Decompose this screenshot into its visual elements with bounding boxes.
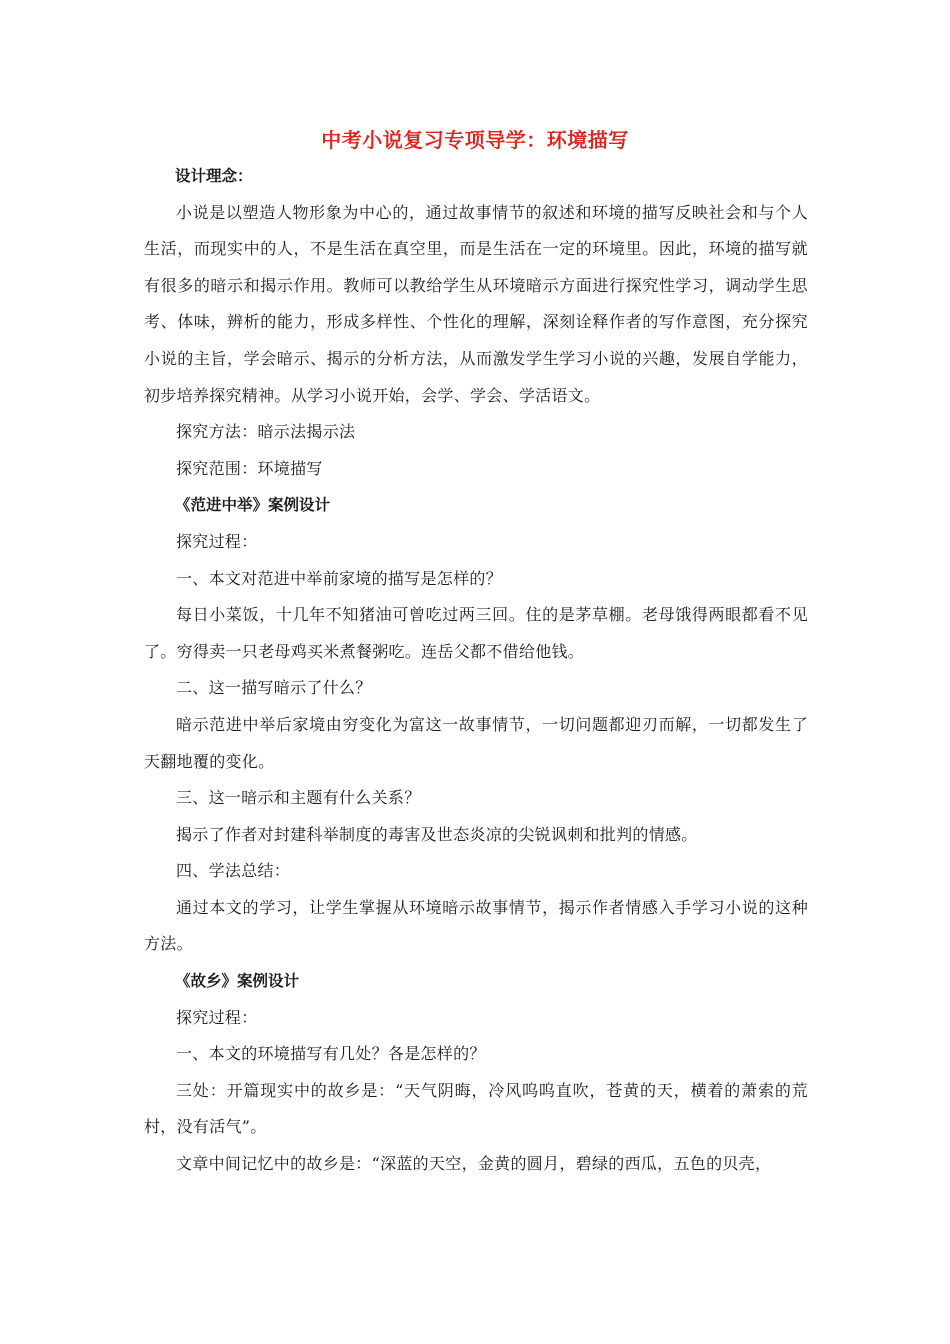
document-body [144, 158, 808, 1183]
case1-question-4: 四、学法总结： [176, 861, 291, 881]
case1-question-2: 二、这一描写暗示了什么？ [176, 678, 372, 698]
case1-process-label: 探究过程： [176, 531, 258, 551]
case2-question-1: 一、本文的环境描写有几处？各是怎样的？ [176, 1044, 486, 1064]
case2-process-label: 探究过程： [176, 1007, 258, 1027]
case1-answer-1: 每日小菜饭，十几年不知猪油可曾吃过两三回。住的是茅草棚。老母饿得两眼都看不见了。穷得卖一只老母鸡买米煮餐粥吃。连岳父都不借给他钱。 [144, 605, 808, 661]
case2-answer-2: 文章中间记忆中的故乡是：“深蓝的天空，金黄的圆月，碧绿的西瓜，五色的贝壳， [176, 1154, 772, 1174]
case2-answer-1: 三处：开篇现实中的故乡是：“天气阴晦，冷风呜呜直吹，苍黄的天，横着的萧索的荒村，没有活气”。 [144, 1080, 808, 1137]
section-heading-case1: 《范进中举》案例设计 [175, 496, 331, 515]
paragraph-method: 探究方法：暗示法揭示法 [176, 422, 356, 442]
paragraph-design-concept: 小说是以塑造人物形象为中心的，通过故事情节的叙述和环境的描写反映社会和与个人生活，而现实中的人，不是生活在真空里，而是生活在一定的环境里。因此，环境的描写就有很多的暗示和揭示作用。教师可以教给学生从环境暗示方面进行探究性学习，调动学生思考、体味，辨析的能力，形成多样性、个性化的理解，深刻诠释作者的写作意图，充分探究小说的主旨，学会暗示、揭示的分析方法，从而激发学生学习小说的兴趣，发展自学能力，初步培养探究精神。从学习小说开始，会学、学会、学活语文。 [144, 202, 808, 405]
paragraph-scope: 探究范围：环境描写 [176, 458, 323, 478]
case1-answer-2: 暗示范进中举后家境由穷变化为富这一故事情节，一切问题都迎刃而解，一切都发生了天翻地覆的变化。 [144, 714, 808, 771]
case1-answer-3: 揭示了作者对封建科举制度的毒害及世态炎凉的尖锐讽刺和批判的情感。 [176, 824, 698, 844]
document-title: 中考小说复习专项导学：环境描写 [321, 128, 629, 152]
section-heading-design-concept: 设计理念： [175, 167, 253, 185]
case1-answer-4: 通过本文的学习，让学生掌握从环境暗示故事情节，揭示作者情感入手学习小说的这种方法。 [144, 897, 808, 954]
case1-question-1: 一、本文对范进中举前家境的描写是怎样的？ [176, 568, 503, 588]
section-heading-case2: 《故乡》案例设计 [175, 972, 300, 991]
case1-question-3: 三、这一暗示和主题有什么关系？ [176, 788, 421, 808]
